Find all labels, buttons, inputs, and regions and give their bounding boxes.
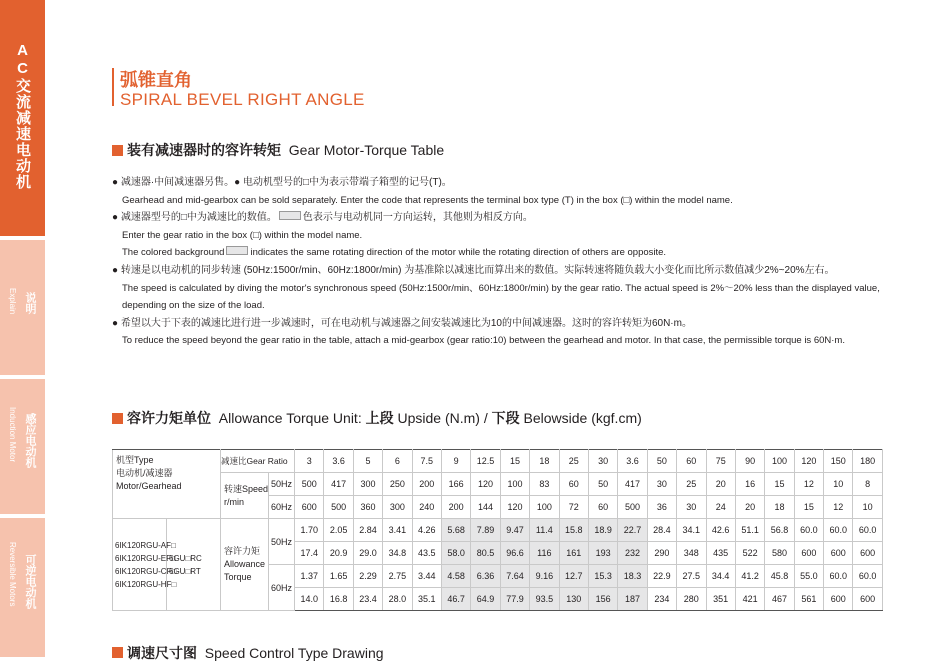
note-2-zh-b: 色表示与电动机同一方向运转，其他则为相反方向。 (302, 212, 533, 224)
torque-cell: 64.9 (471, 588, 500, 611)
torque-cell: 11.4 (530, 519, 559, 542)
note-3-zh-text: 转速是以电动机的同步转速 (50Hz:1500r/min、60Hz:1800r/min) 为基准除以减速比而算出来的数值。实际转速将随负载大小变化而比所示数值减少2%~20%左右。 (120, 264, 835, 276)
section2-title-en-b: Upside (N.m) / (397, 410, 488, 426)
torque-cell: 9.16 (530, 565, 559, 588)
section2-title-en-c: Belowside (kgf.cm) (523, 410, 642, 426)
torque-cell: 234 (647, 588, 676, 611)
note-1-zh-text: 减速器·中间减速器另售。● 电动机型号的□中为表示带端子箱型的记号(T)。 (120, 177, 452, 188)
color-swatch (279, 211, 301, 220)
sidebar-tab-reversible-en: Reversible Motors (8, 542, 17, 607)
torque-cell: 22.7 (618, 519, 647, 542)
ratio-cell: 150 (824, 450, 853, 473)
torque-label-en2: Torque (224, 572, 252, 582)
speed-cell: 120 (500, 496, 529, 519)
torque-cell: 18.9 (588, 519, 617, 542)
speed-cell: 30 (647, 473, 676, 496)
speed-cell: 600 (295, 496, 324, 519)
torque-cell: 80.5 (471, 542, 500, 565)
ratio-cell: 5 (353, 450, 382, 473)
model-type-label: 机型Type (116, 455, 154, 465)
torque-cell: 193 (588, 542, 617, 565)
torque-cell: 28.0 (383, 588, 412, 611)
torque-cell: 22.9 (647, 565, 676, 588)
torque-cell: 96.6 (500, 542, 529, 565)
torque-cell: 600 (794, 542, 823, 565)
speed-cell: 10 (853, 496, 882, 519)
sidebar-tab-explain-en: Explain (8, 288, 17, 315)
hz-50-torque-label: 50Hz (269, 519, 295, 565)
sidebar-tab-induction-en: Induction Motor (8, 407, 17, 463)
torque-label-en1: Allowance (224, 559, 266, 569)
motor-model: 6IK120RGU-EF□ (115, 553, 176, 563)
motor-gear-en: Motor/Gearhead (116, 481, 182, 491)
speed-cell: 50 (588, 473, 617, 496)
sidebar-tab-induction-zh: 感应电动机 (24, 413, 36, 468)
motor-models (113, 519, 177, 611)
torque-cell: 1.70 (295, 519, 324, 542)
torque-cell: 46.7 (441, 588, 470, 611)
sidebar (0, 0, 45, 657)
gear-model: 6GU□RC (169, 553, 202, 563)
speed-cell: 25 (677, 473, 706, 496)
speed-header (221, 473, 269, 519)
torque-cell: 58.0 (441, 542, 470, 565)
torque-cell: 421 (735, 588, 764, 611)
speed-cell: 16 (735, 473, 764, 496)
note-3-en1: The speed is calculated by diving the motor's synchronous speed (50Hz:1500r/min、60Hz:1800r/min) by the gear ratio. The actual speed is 2%～20% less than the displayed value, (122, 282, 880, 294)
section3-title-en: Speed Control Type Drawing (204, 645, 384, 661)
note-4-en: To reduce the speed beyond the gear ratio in the table, attach a mid-gearbox (gear ratio:10) between the gearhead and motor. In that case, the permissible torque is 60N·m. (122, 335, 845, 347)
torque-cell: 2.75 (383, 565, 412, 588)
sidebar-tab-induction[interactable] (0, 379, 45, 514)
speed-cell: 8 (853, 473, 882, 496)
torque-cell: 4.58 (441, 565, 470, 588)
torque-cell: 600 (824, 542, 853, 565)
section-title-en: Gear Motor-Torque Table (288, 142, 445, 158)
torque-cell: 3.41 (383, 519, 412, 542)
sidebar-tab-reversible-zh: 可逆电动机 (24, 554, 36, 609)
ratio-cell: 75 (706, 450, 735, 473)
section2-title-zh: 容许力矩单位 (127, 410, 211, 426)
section-title-zh: 装有减速器时的容许转矩 (127, 142, 281, 158)
torque-cell: 93.5 (530, 588, 559, 611)
square-bullet-icon (112, 145, 123, 156)
note-3-zh: ● 转速是以电动机的同步转速 (50Hz:1500r/min、60Hz:1800r/min) 为基准除以减速比而算出来的数值。实际转速将随负载大小变化而比所示数值减少2%~20%左右。 (112, 264, 835, 276)
section2-down-zh: 下段 (491, 410, 520, 426)
notes-list (112, 174, 880, 350)
sidebar-main-label: AC交流减速电动机 (14, 42, 31, 190)
ratio-cell: 18 (530, 450, 559, 473)
speed-cell: 417 (618, 473, 647, 496)
speed-cell: 36 (647, 496, 676, 519)
title-accent-bar (112, 68, 114, 106)
torque-cell: 17.4 (295, 542, 324, 565)
note-1-en: Gearhead and mid-gearbox can be sold separately. Enter the code that represents the terminal box type (T) in the box (□) within the model name. (122, 194, 733, 206)
table-row-ratio (113, 450, 883, 473)
torque-cell: 34.8 (383, 542, 412, 565)
section-heading-allowance-torque (112, 408, 642, 428)
ratio-cell: 3.6 (324, 450, 353, 473)
torque-cell: 12.7 (559, 565, 588, 588)
torque-label-zh: 容许力矩 (224, 546, 261, 556)
torque-header (221, 519, 269, 611)
torque-cell: 435 (706, 542, 735, 565)
ratio-cell: 12.5 (471, 450, 500, 473)
hz-60-torque-label: 60Hz (269, 565, 295, 611)
torque-cell: 187 (618, 588, 647, 611)
gear-models (167, 519, 221, 611)
torque-cell: 60.0 (794, 519, 823, 542)
note-3-en2: depending on the size of the load. (122, 300, 265, 312)
speed-cell: 300 (353, 473, 382, 496)
speed-cell: 500 (618, 496, 647, 519)
speed-cell: 166 (441, 473, 470, 496)
note-2-en1: Enter the gear ratio in the box (□) within the model name. (122, 229, 363, 241)
speed-cell: 83 (530, 473, 559, 496)
speed-cell: 417 (324, 473, 353, 496)
torque-cell: 2.29 (353, 565, 382, 588)
speed-label-zh: 转速Speed (224, 483, 269, 494)
ratio-cell: 60 (677, 450, 706, 473)
torque-cell: 16.8 (324, 588, 353, 611)
speed-cell: 15 (794, 496, 823, 519)
ratio-cell: 25 (559, 450, 588, 473)
ratio-cell: 7.5 (412, 450, 441, 473)
speed-cell: 72 (559, 496, 588, 519)
torque-cell: 55.0 (794, 565, 823, 588)
color-swatch-2 (226, 246, 248, 255)
section-heading-torque-table (112, 140, 444, 160)
motor-model: 6IK120RGU-CF□ (115, 566, 177, 576)
speed-cell: 200 (412, 473, 441, 496)
torque-cell: 2.84 (353, 519, 382, 542)
torque-cell: 60.0 (824, 519, 853, 542)
torque-cell: 561 (794, 588, 823, 611)
ratio-cell: 9 (441, 450, 470, 473)
torque-cell: 116 (530, 542, 559, 565)
ratio-cell: 3 (295, 450, 324, 473)
torque-cell: 580 (765, 542, 794, 565)
torque-cell: 2.05 (324, 519, 353, 542)
section2-up-zh: 上段 (365, 410, 394, 426)
torque-cell: 28.4 (647, 519, 676, 542)
note-2-zh-a: 减速器型号的□中为减速比的数值。 (120, 212, 277, 224)
speed-cell: 30 (677, 496, 706, 519)
torque-cell: 280 (677, 588, 706, 611)
sidebar-tab-reversible[interactable] (0, 518, 45, 657)
section-heading-speed-control (112, 643, 384, 663)
ratio-cell: 90 (735, 450, 764, 473)
ratio-cell: 30 (588, 450, 617, 473)
torque-cell: 600 (853, 542, 882, 565)
square-bullet-icon (112, 647, 123, 658)
ratio-cell: 3.6 (618, 450, 647, 473)
sidebar-tab-explain[interactable] (0, 240, 45, 375)
speed-label-en: r/min (224, 496, 245, 507)
speed-cell: 60 (588, 496, 617, 519)
torque-cell: 34.4 (706, 565, 735, 588)
section2-title-en-a: Allowance Torque Unit: (218, 410, 362, 426)
torque-cell: 18.3 (618, 565, 647, 588)
torque-table (112, 449, 883, 611)
torque-cell: 42.6 (706, 519, 735, 542)
hz-50-label: 50Hz (269, 473, 295, 496)
torque-cell: 348 (677, 542, 706, 565)
sidebar-main-tab[interactable] (0, 0, 45, 236)
ratio-cell: 6 (383, 450, 412, 473)
torque-cell: 9.47 (500, 519, 529, 542)
motor-gear-zh: 电动机/减速器 (116, 468, 173, 478)
torque-cell: 14.0 (295, 588, 324, 611)
ratio-cell: 50 (647, 450, 676, 473)
torque-cell: 161 (559, 542, 588, 565)
page-title-zh: 弧锥直角 (120, 70, 192, 90)
speed-cell: 500 (324, 496, 353, 519)
speed-cell: 500 (295, 473, 324, 496)
note-2-en2-b: indicates the same rotating direction of the motor while the rotating direction of others are opposite. (250, 247, 667, 259)
ratio-cell: 15 (500, 450, 529, 473)
torque-cell: 15.8 (559, 519, 588, 542)
speed-cell: 300 (383, 496, 412, 519)
torque-cell: 6.36 (471, 565, 500, 588)
motor-model: 6IK120RGU-HF□ (115, 579, 177, 589)
torque-cell: 34.1 (677, 519, 706, 542)
section3-title-zh: 调速尺寸图 (127, 645, 197, 661)
torque-cell: 60.0 (853, 519, 882, 542)
torque-cell: 600 (853, 588, 882, 611)
torque-cell: 5.68 (441, 519, 470, 542)
torque-cell: 351 (706, 588, 735, 611)
torque-cell: 522 (735, 542, 764, 565)
hz-60-label: 60Hz (269, 496, 295, 519)
speed-cell: 360 (353, 496, 382, 519)
speed-cell: 120 (471, 473, 500, 496)
torque-cell: 60.0 (853, 565, 882, 588)
torque-cell: 27.5 (677, 565, 706, 588)
torque-cell: 7.64 (500, 565, 529, 588)
speed-cell: 10 (824, 473, 853, 496)
torque-cell: 4.26 (412, 519, 441, 542)
speed-cell: 100 (530, 496, 559, 519)
square-bullet-icon (112, 413, 123, 424)
speed-cell: 100 (500, 473, 529, 496)
torque-cell: 232 (618, 542, 647, 565)
note-1-zh: ● 减速器·中间减速器另售。● 电动机型号的□中为表示带端子箱型的记号(T)。 (112, 177, 452, 188)
speed-cell: 144 (471, 496, 500, 519)
speed-cell: 60 (559, 473, 588, 496)
torque-cell: 1.65 (324, 565, 353, 588)
sidebar-tab-explain-zh: 说明 (24, 292, 36, 314)
note-4-zh: ● 希望以大于下表的减速比进行进一步减速时，可在电动机与减速器之间安装减速比为10的中间减速器。这时的容许转矩为60N·m。 (112, 317, 692, 329)
torque-cell: 29.0 (353, 542, 382, 565)
note-2-en2 (112, 244, 880, 262)
speed-cell: 20 (735, 496, 764, 519)
speed-cell: 12 (824, 496, 853, 519)
speed-cell: 24 (706, 496, 735, 519)
page-title-en: SPIRAL BEVEL RIGHT ANGLE (120, 90, 365, 109)
speed-cell: 250 (383, 473, 412, 496)
table-row-speed-50 (113, 473, 883, 496)
table-row-torque-50-nm (113, 519, 883, 542)
motor-model: 6IK120RGU-AF□ (115, 540, 176, 550)
ratio-cell: 180 (853, 450, 882, 473)
torque-cell: 7.89 (471, 519, 500, 542)
speed-cell: 15 (765, 473, 794, 496)
speed-cell: 18 (765, 496, 794, 519)
torque-cell: 290 (647, 542, 676, 565)
torque-cell: 3.44 (412, 565, 441, 588)
torque-cell: 35.1 (412, 588, 441, 611)
note-4-zh-text: 希望以大于下表的减速比进行进一步减速时，可在电动机与减速器之间安装减速比为10的中间减速器。这时的容许转矩为60N·m。 (120, 317, 692, 329)
torque-cell: 41.2 (735, 565, 764, 588)
speed-cell: 200 (441, 496, 470, 519)
torque-cell: 23.4 (353, 588, 382, 611)
ratio-cell: 120 (794, 450, 823, 473)
gear-model: 6GU□RT (169, 566, 201, 576)
note-2-en2-a: The colored background (122, 247, 225, 259)
note-2-zh: ● 减速器型号的□中为减速比的数值。 色表示与电动机同一方向运转，其他则为相反方向。 (112, 212, 533, 224)
gear-ratio-header: 减速比Gear Ratio (221, 450, 295, 473)
torque-cell: 130 (559, 588, 588, 611)
torque-cell: 45.8 (765, 565, 794, 588)
torque-cell: 43.5 (412, 542, 441, 565)
model-type-header (113, 450, 221, 519)
torque-cell: 467 (765, 588, 794, 611)
torque-cell: 51.1 (735, 519, 764, 542)
speed-cell: 12 (794, 473, 823, 496)
speed-cell: 240 (412, 496, 441, 519)
torque-cell: 56.8 (765, 519, 794, 542)
torque-cell: 20.9 (324, 542, 353, 565)
torque-cell: 1.37 (295, 565, 324, 588)
torque-cell: 600 (824, 588, 853, 611)
torque-cell: 156 (588, 588, 617, 611)
torque-cell: 77.9 (500, 588, 529, 611)
ratio-cell: 100 (765, 450, 794, 473)
speed-cell: 20 (706, 473, 735, 496)
torque-cell: 60.0 (824, 565, 853, 588)
torque-cell: 15.3 (588, 565, 617, 588)
